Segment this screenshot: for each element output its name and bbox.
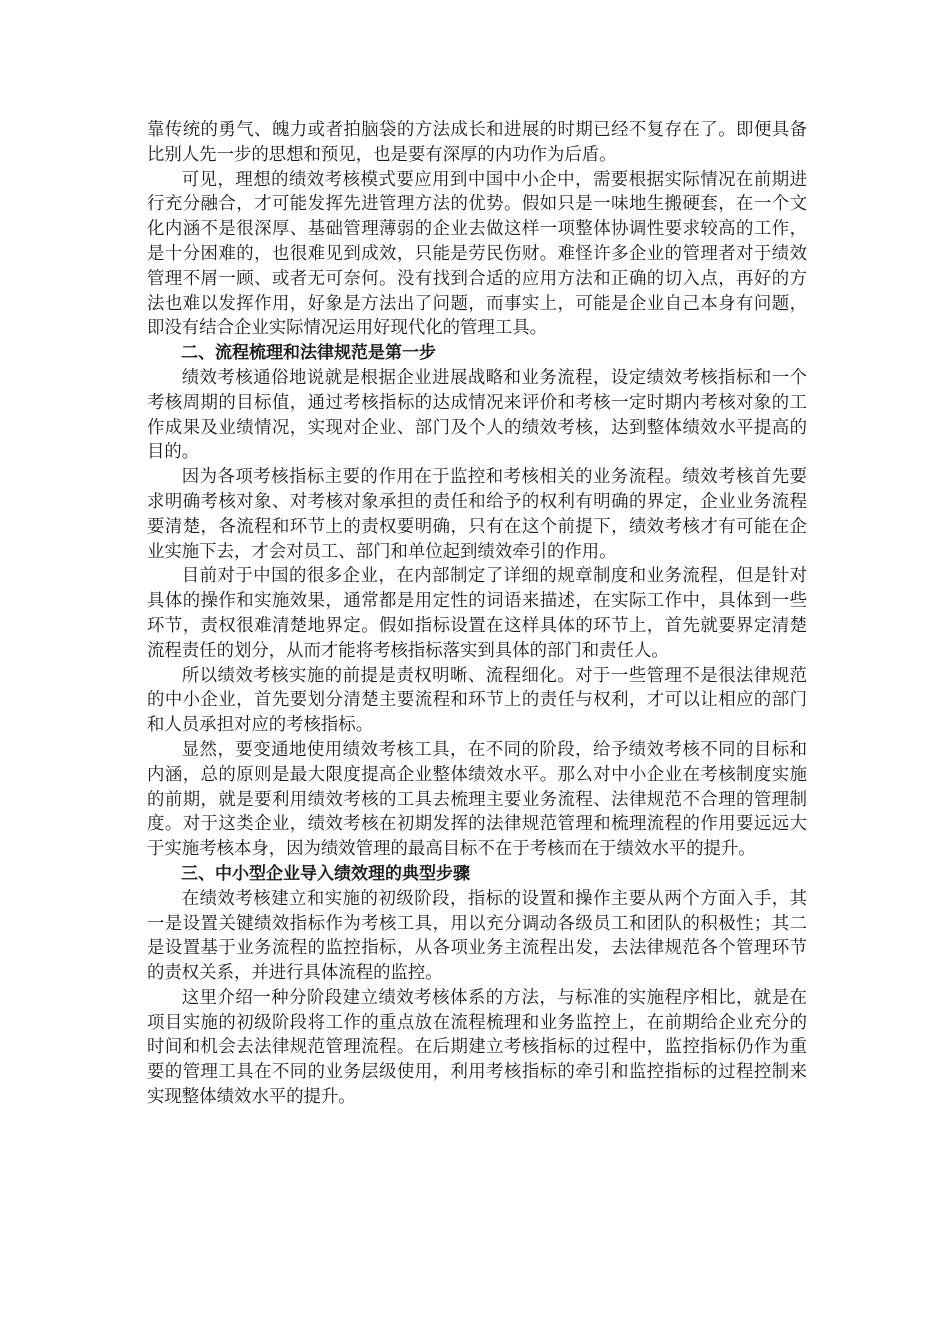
paragraph: 因为各项考核指标主要的作用在于监控和考核相关的业务流程。绩效考核首先要求明确考核对象、对考核对象承担的责任和给予的权利有明确的界定，企业业务流程要清楚，各流程和环节上的责权要明确，只有在这个前提下，绩效考核才有可能在企业实施下去，才会对员工、部门和单位起到绩效牵引的作用。 <box>147 467 807 562</box>
section-heading: 三、中小型企业导入绩效理的典型步骤 <box>181 863 470 884</box>
paragraph-continued: 靠传统的勇气、魄力或者拍脑袋的方法成长和进展的时期已经不复存在了。即便具备比别人先一步的思想和预见，也是要有深厚的内功作为后盾。 <box>147 120 807 165</box>
document-body <box>147 118 807 1110</box>
paragraph: 显然，要变通地使用绩效考核工具，在不同的阶段，给予绩效考核不同的目标和内涵，总的原则是最大限度提高企业整体绩效水平。那么对中小企业在考核制度实施的前期，就是要利用绩效考核的工具去梳理主要业务流程、法律规范不合理的管理制度。对于这类企业，绩效考核在初期发挥的法律规范管理和梳理流程的作用要远远大于实施考核本身，因为绩效管理的最高目标不在于考核而在于绩效水平的提升。 <box>147 739 807 860</box>
paragraph: 所以绩效考核实施的前提是责权明晰、流程细化。对于一些管理不是很法律规范的中小企业，首先要划分清楚主要流程和环节上的责任与权利，才可以让相应的部门和人员承担对应的考核指标。 <box>147 665 807 736</box>
section-heading: 二、流程梳理和法律规范是第一步 <box>181 343 436 364</box>
paragraph: 目前对于中国的很多企业，在内部制定了详细的规章制度和业务流程，但是针对具体的操作和实施效果，通常都是用定性的词语来描述，在实际工作中，具体到一些环节，责权很难清楚地界定。假如指标设置在这样具体的环节上，首先就要界定清楚流程责任的划分，从而才能将考核指标落实到具体的部门和责任人。 <box>147 566 807 661</box>
paragraph: 可见，理想的绩效考核模式要应用到中国中小企中，需要根据实际情况在前期进行充分融合，才可能发挥先进管理方法的优势。假如只是一味地生搬硬套，在一个文化内涵不是很深厚、基础管理薄弱的企业去做这样一项整体协调性要求较高的工作，是十分困难的，也很难见到成效，只能是劳民伤财。难怪许多企业的管理者对于绩效管理不屑一顾、或者无可奈何。没有找到合适的应用方法和正确的切入点，再好的方法也难以发挥作用，好象是方法出了问题，而事实上，可能是企业自己本身有问题，即没有结合企业实际情况运用好现代化的管理工具。 <box>147 169 807 339</box>
paragraph: 这里介绍一种分阶段建立绩效考核体系的方法，与标准的实施程序相比，就是在项目实施的初级阶段将工作的重点放在流程梳理和业务监控上，在前期给企业充分的时间和机会去法律规范管理流程。在后期建立考核指标的过程中，监控指标仍作为重要的管理工具在不同的业务层级使用，利用考核指标的牵引和监控指标的过程控制来实现整体绩效水平的提升。 <box>147 987 807 1108</box>
paragraph: 绩效考核通俗地说就是根据企业进展战略和业务流程，设定绩效考核指标和一个考核周期的目标值，通过考核指标的达成情况来评价和考核一定时期内考核对象的工作成果及业绩情况，实现对企业、部门及个人的绩效考核，达到整体绩效水平提高的目的。 <box>147 367 807 463</box>
paragraph: 在绩效考核建立和实施的初级阶段，指标的设置和操作主要从两个方面入手，其一是设置关键绩效指标作为考核工具，用以充分调动各级员工和团队的积极性；其二是设置基于业务流程的监控指标，从各项业务主流程出发，去法律规范各个管理环节的责权关系，并进行具体流程的监控。 <box>147 888 807 984</box>
